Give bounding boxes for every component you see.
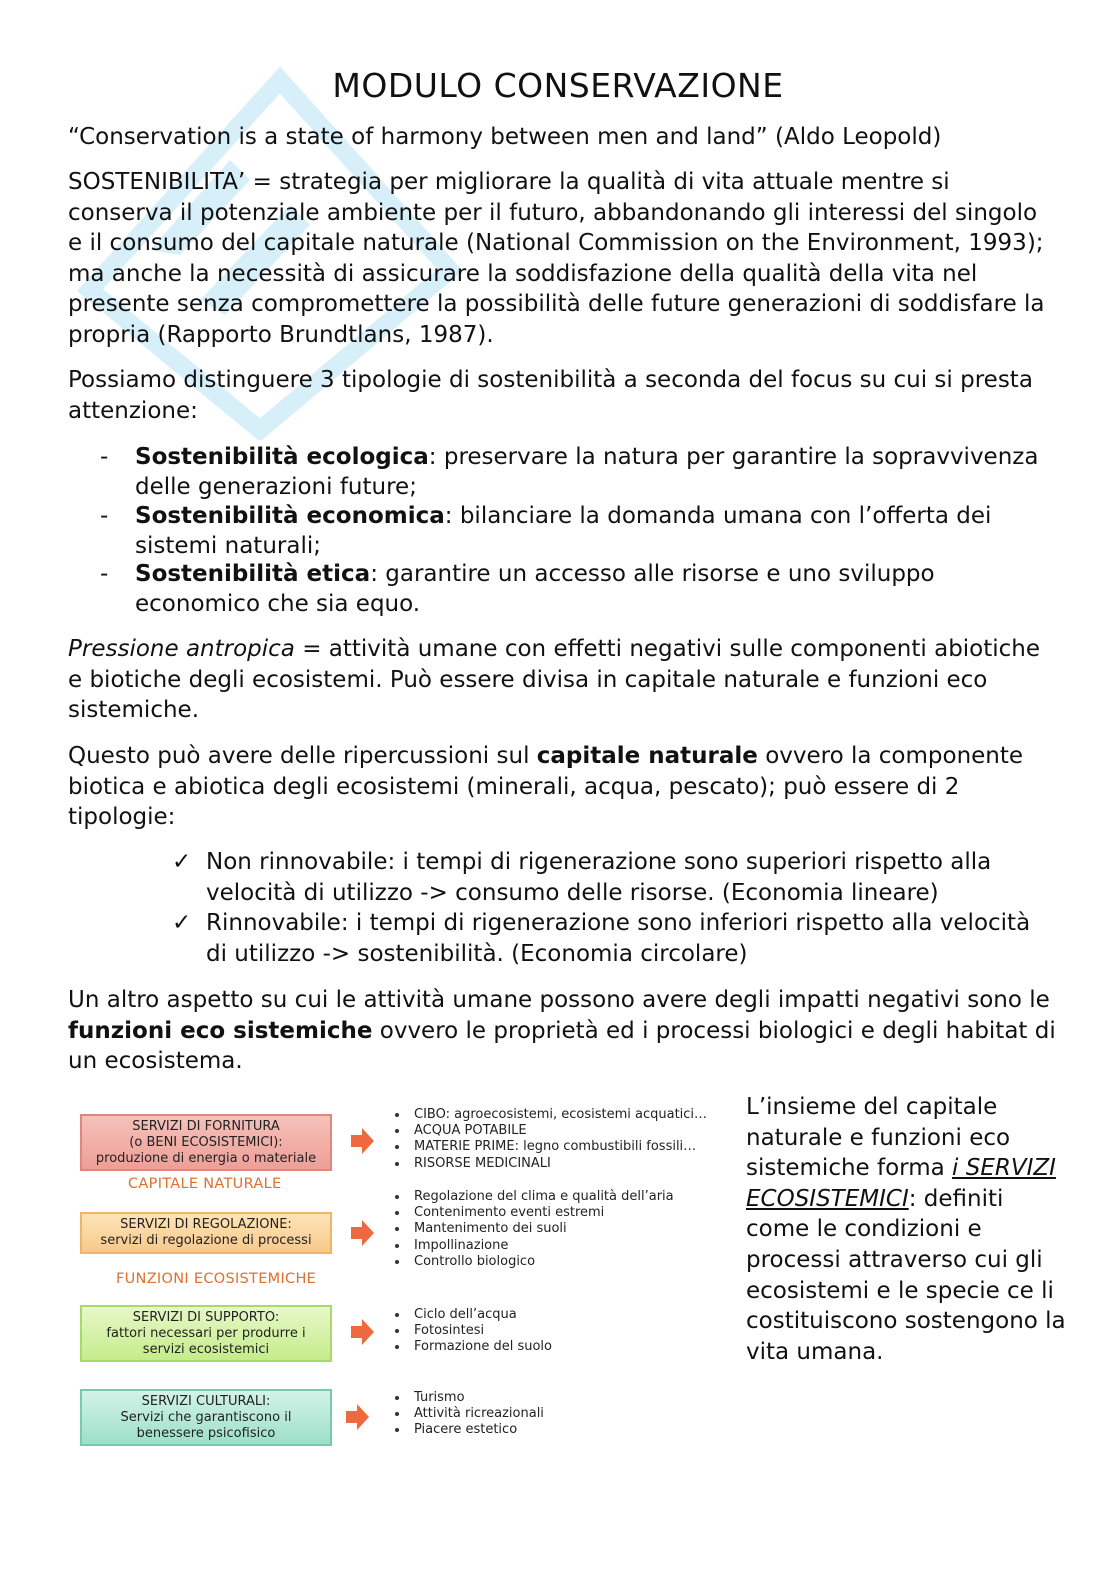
- list-item: CIBO: agroecosistemi, ecosistemi acquatici…: [392, 1107, 732, 1123]
- side-before: L’insieme del capitale naturale e funzioni eco sistemiche forma: [746, 1094, 1011, 1182]
- tipologia-text: : preservare la natura per garantire la sopravvivenza delle generazioni future;: [135, 444, 1039, 500]
- box-line: servizi ecosistemici: [142, 1341, 270, 1357]
- funzioni-paragraph: [68, 985, 1058, 1077]
- list-item: Attività ricreazionali: [392, 1406, 732, 1422]
- list-item: MATERIE PRIME: legno combustibili fossili…: [392, 1139, 732, 1155]
- arrow-right-icon: [349, 1126, 375, 1156]
- supporto-list: [392, 1307, 732, 1356]
- servizi-fornitura-box: [80, 1114, 332, 1171]
- quote: “Conservation is a state of harmony between men and land” (Aldo Leopold): [68, 124, 942, 150]
- list-item: Controllo biologico: [392, 1254, 732, 1270]
- dash-bullet: -: [100, 561, 109, 587]
- tipologia-term: Sostenibilità ecologica: [135, 444, 429, 470]
- list-item: RISORSE MEDICINALI: [392, 1156, 732, 1172]
- pressione-text: = attività umane con effetti negativi sulle componenti abiotiche e biotiche degli ecosistemi. Può essere divisa in capitale naturale e funzioni eco sistemiche.: [68, 636, 1041, 724]
- fornitura-list: [392, 1107, 732, 1172]
- box-line: SERVIZI DI SUPPORTO:: [132, 1309, 280, 1325]
- servizi-ecosistemici-term: i SERVIZI ECOSISTEMICI: [746, 1155, 1056, 1212]
- dash-bullet: -: [100, 444, 109, 470]
- check-icon: ✓: [172, 910, 192, 936]
- tipologia-text: : bilanciare la domanda umana con l’offerta dei sistemi naturali;: [135, 503, 992, 559]
- culturali-list: [392, 1390, 732, 1439]
- servizi-culturali-box: [80, 1389, 332, 1446]
- box-line: produzione di energia o materiale: [95, 1150, 317, 1166]
- pressione-term: Pressione antropica: [68, 636, 295, 662]
- list-item: Regolazione del clima e qualità dell’aria: [392, 1189, 732, 1205]
- capitale-after: ovvero la componente biotica e abiotica degli ecosistemi (minerali, acqua, pescato); può essere di 2 tipologie:: [68, 743, 1024, 831]
- arrow-right-icon: [349, 1218, 375, 1248]
- servizi-supporto-box: [80, 1305, 332, 1362]
- box-line: fattori necessari per produrre i: [106, 1325, 306, 1341]
- box-line: benessere psicofisico: [136, 1425, 276, 1441]
- pressione-paragraph: [68, 634, 1058, 726]
- side-after: : definiti come le condizioni e processi attraverso cui gli ecosistemi e le specie ce li costituiscono sostengono la vita umana.: [746, 1185, 1066, 1365]
- box-line: SERVIZI DI FORNITURA: [132, 1118, 280, 1134]
- funzioni-ecosistemiche-label: FUNZIONI ECOSISTEMICHE: [116, 1271, 317, 1287]
- arrow-right-icon: [344, 1402, 370, 1432]
- box-line: servizi di regolazione di processi: [100, 1233, 312, 1248]
- sostenibilita-definition: = strategia per migliorare la qualità di vita attuale mentre si conserva il potenziale ambiente per il futuro, abbandonando gli interessi del singolo e il consumo del capitale naturale (National Commission on the Environment, 1993); ma anche la necessità di assicurare la soddisfazione della qualità della vita nel presente senza compromettere la possibilità delle future generazioni di soddisfare la propria (Rapporto Brundtlans, 1987).: [68, 169, 1045, 348]
- tipologia-text: : garantire un accesso alle risorse e uno sviluppo economico che sia equo.: [135, 561, 935, 617]
- sostenibilita-paragraph: [68, 167, 1058, 351]
- list-item: Contenimento eventi estremi: [392, 1205, 732, 1221]
- list-item: Impollinazione: [392, 1238, 732, 1254]
- tipologia-term: Sostenibilità etica: [135, 561, 371, 587]
- servizi-regolazione-box: [80, 1212, 332, 1254]
- tipologia-term: Sostenibilità economica: [135, 503, 445, 529]
- dash-bullet: -: [100, 503, 109, 529]
- list-item: Formazione del suolo: [392, 1339, 732, 1355]
- box-line: (o BENI ECOSISTEMICI):: [129, 1134, 283, 1150]
- list-item: Ciclo dell’acqua: [392, 1307, 732, 1323]
- page-title: MODULO CONSERVAZIONE: [332, 66, 784, 105]
- list-item: ACQUA POTABILE: [392, 1123, 732, 1139]
- capitale-term: capitale naturale: [536, 743, 758, 769]
- capitale-before: Questo può avere delle ripercussioni sul: [68, 743, 537, 769]
- capitale-tipo: Non rinnovabile: i tempi di rigenerazione sono superiori rispetto alla velocità di utilizzo -> consumo delle risorse. (Economia lineare): [206, 849, 992, 906]
- capitale-paragraph: [68, 741, 1058, 833]
- tipologie-intro: Possiamo distinguere 3 tipologie di sostenibilità a seconda del focus su cui si presta attenzione:: [68, 367, 1033, 424]
- box-line: SERVIZI CULTURALI:: [141, 1393, 271, 1409]
- box-line: Servizi che garantiscono il: [120, 1409, 292, 1425]
- regolazione-list: [392, 1189, 732, 1270]
- funzioni-after: ovvero le proprietà ed i processi biologici e degli habitat di un ecosistema.: [68, 1017, 1056, 1075]
- funzioni-before: Un altro aspetto su cui le attività umane possono avere degli impatti negativi sono le: [68, 987, 1050, 1013]
- box-line: SERVIZI DI REGOLAZIONE:: [120, 1217, 292, 1232]
- list-item: Fotosintesi: [392, 1323, 732, 1339]
- list-item: Mantenimento dei suoli: [392, 1221, 732, 1237]
- arrow-right-icon: [349, 1317, 375, 1347]
- check-icon: ✓: [172, 849, 192, 875]
- capitale-naturale-label: CAPITALE NATURALE: [128, 1176, 282, 1192]
- list-item: Turismo: [392, 1390, 732, 1406]
- funzioni-term: funzioni eco sistemiche: [68, 1017, 373, 1044]
- servizi-ecosistemici-paragraph: [746, 1092, 1066, 1367]
- sostenibilita-term: SOSTENIBILITA’: [68, 169, 246, 195]
- list-item: Piacere estetico: [392, 1422, 732, 1438]
- capitale-tipo: Rinnovabile: i tempi di rigenerazione sono inferiori rispetto alla velocità di utilizzo -> sostenibilità. (Economia circolare): [206, 910, 1031, 967]
